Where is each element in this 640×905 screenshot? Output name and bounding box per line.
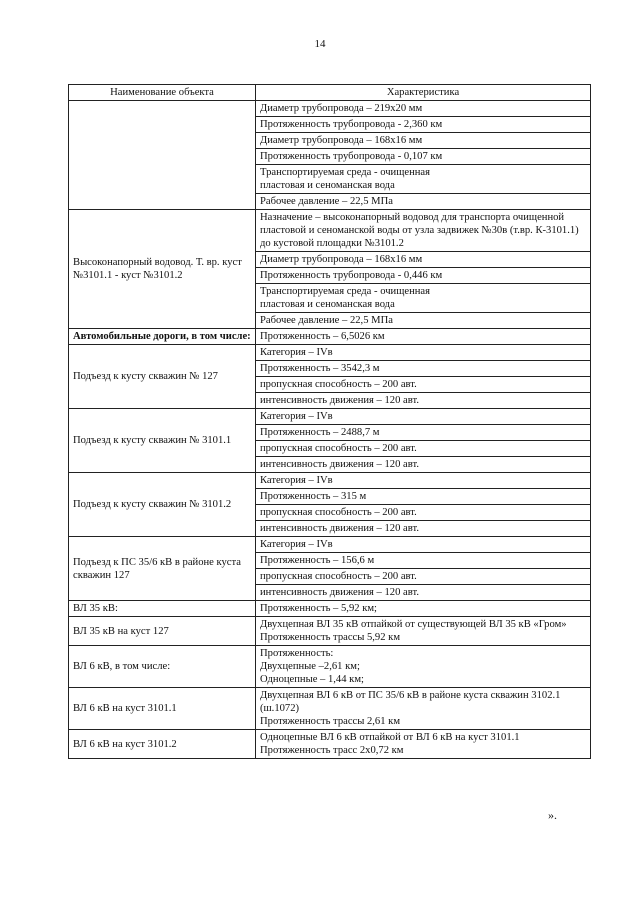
table-row <box>69 345 591 361</box>
characteristic-cell: интенсивность движения – 120 авт. <box>256 393 591 409</box>
table-row <box>69 409 591 425</box>
table-row <box>69 101 591 117</box>
objects-table <box>68 84 591 759</box>
object-name-cell: Подъезд к ПС 35/6 кВ в районе куста скважин 127 <box>69 537 256 601</box>
characteristic-cell: интенсивность движения – 120 авт. <box>256 585 591 601</box>
characteristic-cell: Категория – IVв <box>256 409 591 425</box>
characteristic-cell: пропускная способность – 200 авт. <box>256 505 591 521</box>
characteristic-cell: интенсивность движения – 120 авт. <box>256 457 591 473</box>
characteristic-cell: Одноцепные ВЛ 6 кВ отпайкой от ВЛ 6 кВ на куст 3101.1 Протяженность трасс 2х0,72 км <box>256 730 591 759</box>
characteristic-cell: Категория – IVв <box>256 537 591 553</box>
table-row <box>69 210 591 252</box>
characteristic-cell: Протяженность трубопровода - 0,446 км <box>256 268 591 284</box>
characteristic-cell: Назначение – высоконапорный водовод для транспорта очищенной пластовой и сеноманской воды от узла задвижек №30в (т.вр. К-3101.1) до кустовой площадки №3101.2 <box>256 210 591 252</box>
characteristic-cell: Категория – IVв <box>256 473 591 489</box>
object-name-cell: ВЛ 6 кВ на куст 3101.2 <box>69 730 256 759</box>
characteristic-cell: Диаметр трубопровода – 219х20 мм <box>256 101 591 117</box>
table-row <box>69 601 591 617</box>
table-row <box>69 688 591 730</box>
object-name-cell: Автомобильные дороги, в том числе: <box>69 329 256 345</box>
characteristic-cell: Протяженность – 5,92 км; <box>256 601 591 617</box>
characteristic-cell: Категория – IVв <box>256 345 591 361</box>
characteristic-cell: Двухцепная ВЛ 35 кВ отпайкой от существующей ВЛ 35 кВ «Гром» Протяженность трассы 5,92 км <box>256 617 591 646</box>
characteristic-cell: Транспортируемая среда - очищенная пластовая и сеноманская вода <box>256 284 591 313</box>
header-characteristic: Характеристика <box>256 85 591 101</box>
table-row <box>69 537 591 553</box>
table-row <box>69 473 591 489</box>
object-name-cell: Высоконапорный водовод. Т. вр. куст №3101.1 - куст №3101.2 <box>69 210 256 329</box>
characteristic-cell: Двухцепная ВЛ 6 кВ от ПС 35/6 кВ в районе куста скважин 3102.1 (ш.1072) Протяженность трассы 2,61 км <box>256 688 591 730</box>
characteristic-cell: пропускная способность – 200 авт. <box>256 377 591 393</box>
characteristic-cell: Протяженность трубопровода - 2,360 км <box>256 117 591 133</box>
table-row <box>69 329 591 345</box>
characteristic-cell: Протяженность: Двухцепные –2,61 км; Одноцепные – 1,44 км; <box>256 646 591 688</box>
characteristic-cell: Рабочее давление – 22,5 МПа <box>256 194 591 210</box>
object-name-cell: Подъезд к кусту скважин № 3101.2 <box>69 473 256 537</box>
object-name-cell: ВЛ 6 кВ, в том числе: <box>69 646 256 688</box>
characteristic-cell: пропускная способность – 200 авт. <box>256 441 591 457</box>
object-name-cell <box>69 101 256 210</box>
header-name: Наименование объекта <box>69 85 256 101</box>
characteristic-cell: Протяженность – 156,6 м <box>256 553 591 569</box>
characteristic-cell: Протяженность – 3542,3 м <box>256 361 591 377</box>
characteristic-cell: Протяженность – 315 м <box>256 489 591 505</box>
closing-mark: ». <box>548 808 557 822</box>
characteristic-cell: Транспортируемая среда - очищенная пластовая и сеноманская вода <box>256 165 591 194</box>
characteristic-cell: Протяженность трубопровода - 0,107 км <box>256 149 591 165</box>
characteristic-cell: пропускная способность – 200 авт. <box>256 569 591 585</box>
characteristic-cell: Диаметр трубопровода – 168х16 мм <box>256 252 591 268</box>
table-header-row <box>69 85 591 101</box>
characteristic-cell: Протяженность – 6,5026 км <box>256 329 591 345</box>
table-row <box>69 730 591 759</box>
characteristic-cell: Рабочее давление – 22,5 МПа <box>256 313 591 329</box>
characteristic-cell: Диаметр трубопровода – 168х16 мм <box>256 133 591 149</box>
characteristic-cell: интенсивность движения – 120 авт. <box>256 521 591 537</box>
table-row <box>69 646 591 688</box>
object-name-cell: ВЛ 6 кВ на куст 3101.1 <box>69 688 256 730</box>
object-name-cell: Подъезд к кусту скважин № 3101.1 <box>69 409 256 473</box>
table-row <box>69 617 591 646</box>
page-number: 14 <box>314 38 326 50</box>
object-name-cell: Подъезд к кусту скважин № 127 <box>69 345 256 409</box>
characteristic-cell: Протяженность – 2488,7 м <box>256 425 591 441</box>
object-name-cell: ВЛ 35 кВ: <box>69 601 256 617</box>
object-name-cell: ВЛ 35 кВ на куст 127 <box>69 617 256 646</box>
